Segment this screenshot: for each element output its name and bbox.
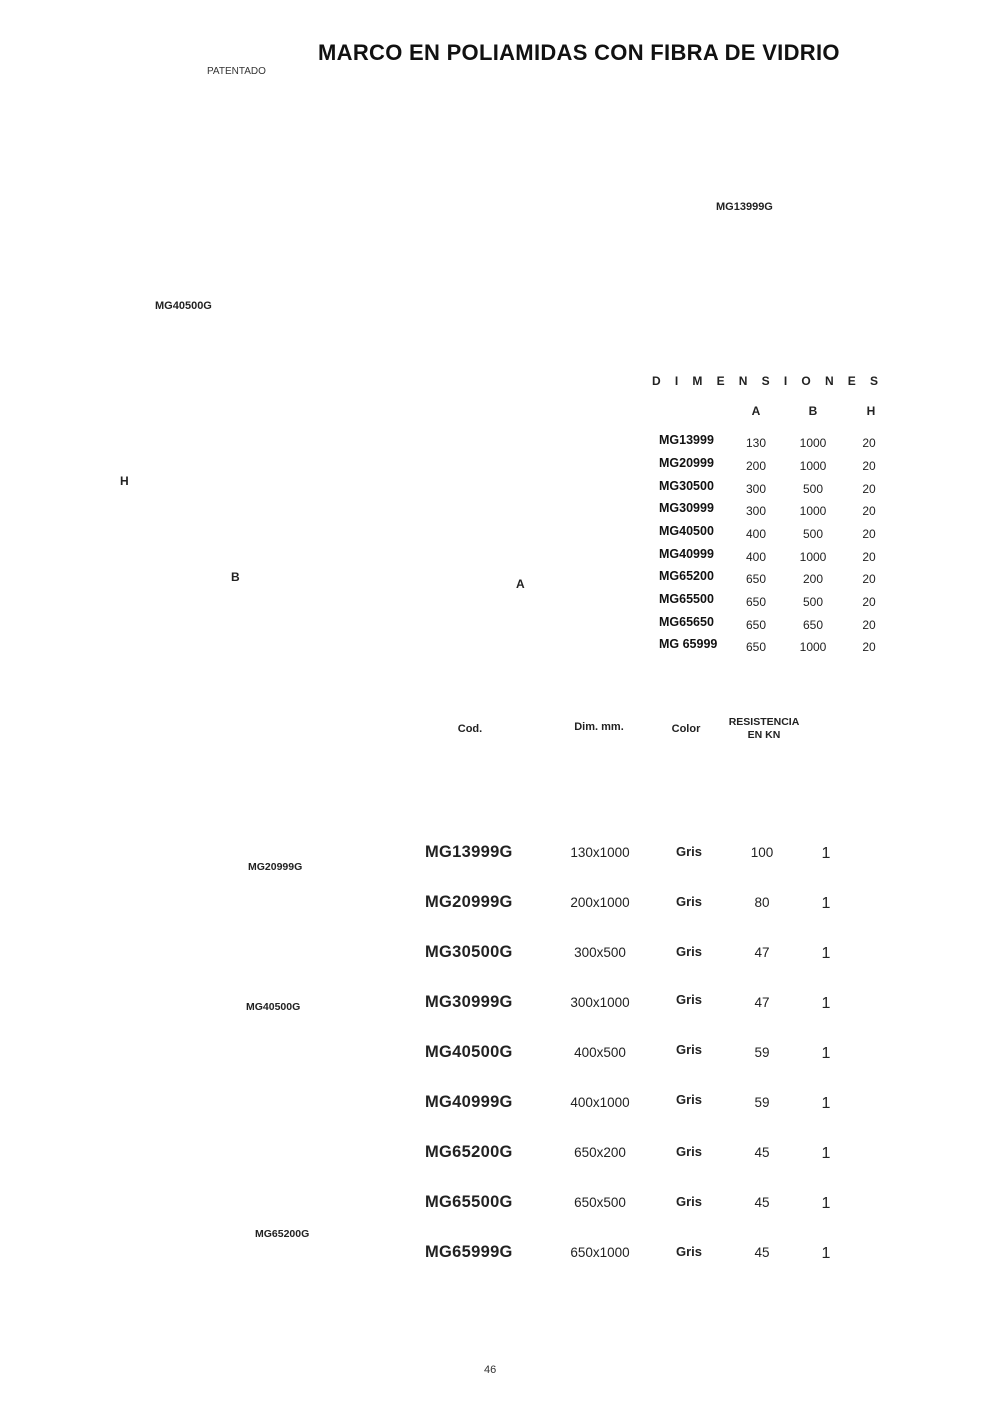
product-dim: 300x500 (574, 945, 626, 960)
dimensions-row (659, 524, 889, 546)
product-qty: 1 (821, 1145, 831, 1162)
product-row (420, 943, 860, 973)
dim-b: 1000 (799, 459, 827, 473)
dimensions-row (659, 433, 889, 455)
product-color: Gris (675, 992, 702, 1007)
product-code: MG65500G (425, 1193, 513, 1211)
product-color: Gris (675, 944, 702, 959)
product-row (420, 1093, 860, 1123)
header-cod: Cod. (457, 723, 483, 735)
header-resistencia-line2: EN KN (747, 729, 781, 741)
product-color: Gris (675, 894, 702, 909)
product-color: Gris (675, 1042, 702, 1057)
product-row (420, 1143, 860, 1173)
dim-b: 500 (802, 527, 824, 541)
dim-a: 400 (745, 550, 767, 564)
product-color: Gris (675, 1144, 702, 1159)
dim-a: 650 (745, 572, 767, 586)
dimensions-row (659, 592, 889, 614)
product-dim: 200x1000 (570, 895, 630, 910)
product-dim: 300x1000 (570, 995, 630, 1010)
figure-label-mg20999g: MG20999G (248, 861, 303, 873)
dimensions-row (659, 547, 889, 569)
dim-h: 20 (862, 527, 876, 541)
product-dim: 650x500 (574, 1195, 626, 1210)
dim-a: 650 (745, 618, 767, 632)
dim-code: MG20999 (659, 456, 714, 470)
dim-a: 200 (745, 459, 767, 473)
product-qty: 1 (821, 1095, 831, 1112)
product-code: MG40500G (425, 1043, 513, 1061)
dim-a: 650 (745, 595, 767, 609)
dim-code: MG13999 (659, 433, 714, 447)
product-resistance: 45 (754, 1195, 770, 1210)
dimensions-row (659, 479, 889, 501)
dim-b: 500 (802, 595, 824, 609)
header-color: Color (671, 723, 701, 735)
page-title: MARCO EN POLIAMIDAS CON FIBRA DE VIDRIO (318, 40, 840, 65)
dim-code: MG65200 (659, 569, 714, 583)
dim-code: MG40500 (659, 524, 714, 538)
product-resistance: 45 (754, 1145, 770, 1160)
product-code: MG65999G (425, 1243, 513, 1261)
diagram-label-a: A (516, 577, 525, 591)
dimensions-col-a: A (751, 404, 761, 418)
product-code: MG30500G (425, 943, 513, 961)
header-dim: Dim. mm. (574, 721, 624, 733)
product-qty: 1 (821, 895, 831, 912)
figure-label-mg65200g: MG65200G (255, 1228, 310, 1240)
product-row (420, 893, 860, 923)
product-resistance: 47 (754, 945, 770, 960)
dimensions-row (659, 637, 889, 659)
dim-b: 1000 (799, 436, 827, 450)
product-code: MG65200G (425, 1143, 513, 1161)
product-row (420, 1243, 860, 1273)
patent-note: PATENTADO (207, 66, 266, 77)
product-row (420, 1193, 860, 1223)
product-code: MG20999G (425, 893, 513, 911)
dim-b: 500 (802, 482, 824, 496)
dim-b: 1000 (799, 504, 827, 518)
figure-label-mg40500g: MG40500G (155, 300, 212, 312)
dim-h: 20 (862, 459, 876, 473)
product-qty: 1 (821, 1195, 831, 1212)
page-number: 46 (484, 1364, 497, 1376)
product-qty: 1 (821, 995, 831, 1012)
product-resistance: 45 (754, 1245, 770, 1260)
dim-h: 20 (862, 640, 876, 654)
dimensions-header: DIMENSIONES (652, 374, 893, 388)
product-color: Gris (675, 1194, 702, 1209)
dim-a: 130 (745, 436, 767, 450)
product-code: MG30999G (425, 993, 513, 1011)
dim-h: 20 (862, 595, 876, 609)
product-resistance: 59 (754, 1095, 770, 1110)
diagram-label-h: H (120, 474, 129, 488)
product-qty: 1 (821, 845, 831, 862)
dim-code: MG65650 (659, 615, 714, 629)
dim-code: MG30999 (659, 501, 714, 515)
product-resistance: 100 (750, 845, 774, 860)
dim-h: 20 (862, 550, 876, 564)
figure-label-mg40500g-lower: MG40500G (246, 1001, 301, 1013)
dim-h: 20 (862, 482, 876, 496)
dim-a: 300 (745, 504, 767, 518)
header-resistencia-line1: RESISTENCIA (728, 716, 800, 728)
dimensions-row (659, 456, 889, 478)
product-dim: 650x1000 (570, 1245, 630, 1260)
product-row (420, 843, 860, 873)
product-dim: 130x1000 (570, 845, 630, 860)
product-resistance: 80 (754, 895, 770, 910)
dim-h: 20 (862, 618, 876, 632)
product-code: MG13999G (425, 843, 513, 861)
dim-h: 20 (862, 504, 876, 518)
dimensions-row (659, 501, 889, 523)
header-resistencia (724, 716, 804, 742)
dim-b: 1000 (799, 550, 827, 564)
product-dim: 650x200 (574, 1145, 626, 1160)
figure-label-mg13999g: MG13999G (716, 201, 773, 213)
product-color: Gris (675, 1092, 702, 1107)
dim-code: MG30500 (659, 479, 714, 493)
dim-a: 300 (745, 482, 767, 496)
dim-code: MG 65999 (659, 637, 718, 651)
dim-code: MG40999 (659, 547, 714, 561)
product-resistance: 59 (754, 1045, 770, 1060)
product-color: Gris (675, 844, 702, 859)
dimensions-col-b: B (808, 404, 818, 418)
dim-a: 650 (745, 640, 767, 654)
dimensions-row (659, 569, 889, 591)
dim-b: 650 (802, 618, 824, 632)
product-dim: 400x500 (574, 1045, 626, 1060)
product-qty: 1 (821, 1045, 831, 1062)
dim-h: 20 (862, 436, 876, 450)
product-qty: 1 (821, 945, 831, 962)
product-qty: 1 (821, 1245, 831, 1262)
dim-code: MG65500 (659, 592, 714, 606)
dim-a: 400 (745, 527, 767, 541)
product-resistance: 47 (754, 995, 770, 1010)
product-code: MG40999G (425, 1093, 513, 1111)
dim-b: 200 (802, 572, 824, 586)
dim-h: 20 (862, 572, 876, 586)
product-color: Gris (675, 1244, 702, 1259)
product-dim: 400x1000 (570, 1095, 630, 1110)
product-row (420, 993, 860, 1023)
product-row (420, 1043, 860, 1073)
dimensions-row (659, 615, 889, 637)
diagram-label-b: B (231, 570, 240, 584)
dimensions-col-h: H (866, 404, 876, 418)
dim-b: 1000 (799, 640, 827, 654)
